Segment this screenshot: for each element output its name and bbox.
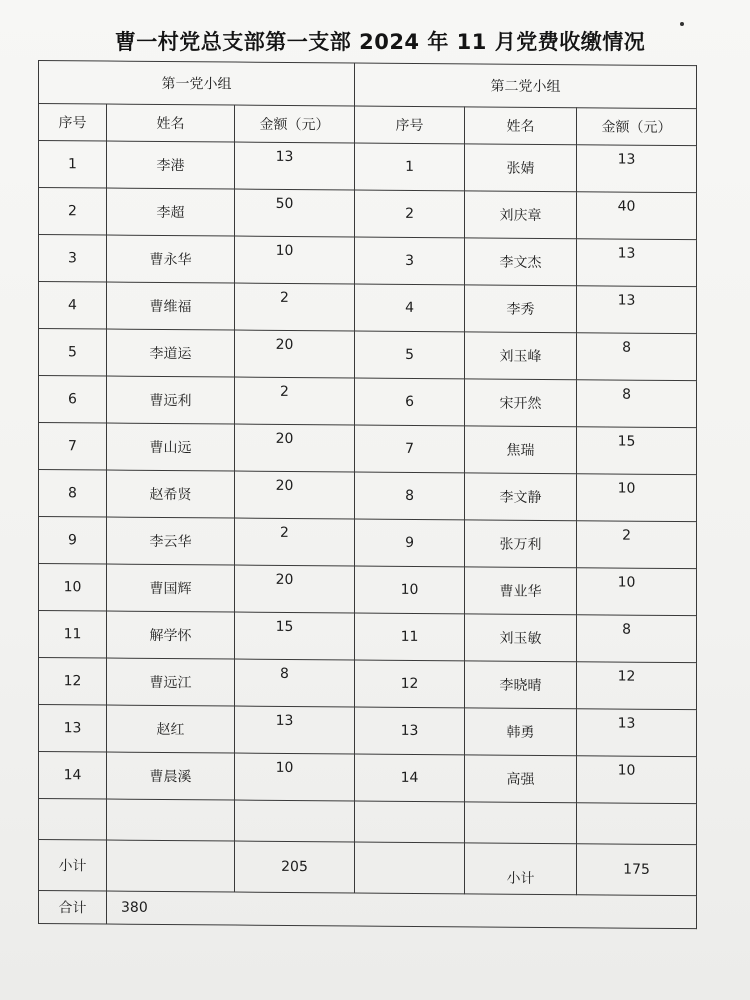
table-row xyxy=(39,282,697,334)
empty-row xyxy=(39,799,697,845)
group2-name: 第二党小组 xyxy=(355,63,697,109)
header-no-2: 序号 xyxy=(355,106,465,144)
table-row xyxy=(39,235,697,287)
member-name: 曹晨溪 xyxy=(107,752,235,800)
member-name: 李晓晴 xyxy=(465,661,577,709)
dues-table xyxy=(38,60,697,929)
empty-cell xyxy=(355,801,465,843)
member-name: 李文静 xyxy=(465,473,577,521)
member-amount: 13 xyxy=(577,286,697,334)
member-name: 李秀 xyxy=(465,285,577,333)
member-name: 曹业华 xyxy=(465,567,577,615)
member-no: 14 xyxy=(39,752,107,800)
total-row xyxy=(39,891,697,929)
member-amount: 10 xyxy=(577,568,697,616)
member-name: 刘庆章 xyxy=(465,191,577,239)
empty-cell xyxy=(235,800,355,842)
member-amount: 8 xyxy=(235,659,355,707)
member-name: 李道运 xyxy=(107,329,235,377)
member-name: 李港 xyxy=(107,141,235,189)
member-name: 曹山远 xyxy=(107,423,235,471)
table-row xyxy=(39,329,697,381)
member-no: 12 xyxy=(39,658,107,706)
member-no: 13 xyxy=(355,707,465,755)
member-no: 4 xyxy=(39,282,107,330)
member-amount: 10 xyxy=(235,753,355,801)
empty-cell xyxy=(107,799,235,841)
subtotal-label-1: 小计 xyxy=(39,840,107,892)
header-no-1: 序号 xyxy=(39,104,107,142)
member-no: 10 xyxy=(355,566,465,614)
member-no: 5 xyxy=(39,329,107,377)
member-no: 8 xyxy=(355,472,465,520)
total-value: 380 xyxy=(107,891,697,929)
empty-cell xyxy=(39,799,107,841)
member-amount: 13 xyxy=(235,142,355,190)
empty-cell xyxy=(465,802,577,844)
member-no: 11 xyxy=(39,611,107,659)
document-title: 曹一村党总支部第一支部 2024 年 11 月党费收缴情况 xyxy=(114,30,646,54)
empty-cell xyxy=(577,803,697,845)
table-row xyxy=(39,752,697,804)
member-amount: 10 xyxy=(577,756,697,804)
member-amount: 10 xyxy=(577,474,697,522)
member-amount: 20 xyxy=(235,330,355,378)
member-amount: 2 xyxy=(235,377,355,425)
subtotal-label-2: 小计 xyxy=(465,843,577,895)
member-amount: 20 xyxy=(235,471,355,519)
member-amount: 40 xyxy=(577,192,697,240)
table-row xyxy=(39,470,697,522)
member-no: 14 xyxy=(355,754,465,802)
member-name: 李文杰 xyxy=(465,238,577,286)
table-row xyxy=(39,376,697,428)
member-name: 刘玉敏 xyxy=(465,614,577,662)
member-amount: 20 xyxy=(235,424,355,472)
header-amount-2: 金额（元） xyxy=(577,108,697,146)
member-amount: 8 xyxy=(577,615,697,663)
header-amount-1: 金额（元） xyxy=(235,105,355,143)
member-name: 曹远利 xyxy=(107,376,235,424)
member-amount: 2 xyxy=(235,518,355,566)
member-no: 3 xyxy=(39,235,107,283)
member-amount: 15 xyxy=(577,427,697,475)
member-no: 2 xyxy=(355,190,465,238)
table-row xyxy=(39,564,697,616)
column-header-row xyxy=(39,104,697,146)
member-name: 张婧 xyxy=(465,144,577,192)
member-amount: 50 xyxy=(235,189,355,237)
member-no: 4 xyxy=(355,284,465,332)
member-no: 13 xyxy=(39,705,107,753)
member-no: 7 xyxy=(39,423,107,471)
table-row xyxy=(39,705,697,757)
table-row xyxy=(39,611,697,663)
group-header-row xyxy=(39,61,697,109)
member-amount: 10 xyxy=(235,236,355,284)
member-name: 曹永华 xyxy=(107,235,235,283)
member-no: 6 xyxy=(355,378,465,426)
member-amount: 13 xyxy=(577,145,697,193)
member-no: 6 xyxy=(39,376,107,424)
member-name: 李云华 xyxy=(107,517,235,565)
subtotal-blank-2 xyxy=(355,842,465,894)
member-no: 5 xyxy=(355,331,465,379)
group1-name: 第一党小组 xyxy=(39,61,355,106)
header-name-2: 姓名 xyxy=(465,107,577,145)
member-no: 12 xyxy=(355,660,465,708)
member-name: 宋开然 xyxy=(465,379,577,427)
total-label: 合计 xyxy=(39,891,107,925)
member-no: 10 xyxy=(39,564,107,612)
member-no: 7 xyxy=(355,425,465,473)
member-name: 解学怀 xyxy=(107,611,235,659)
member-amount: 13 xyxy=(577,239,697,287)
member-no: 3 xyxy=(355,237,465,285)
member-amount: 12 xyxy=(577,662,697,710)
table-row xyxy=(39,517,697,569)
table-row xyxy=(39,188,697,240)
member-name: 高强 xyxy=(465,755,577,803)
member-amount: 2 xyxy=(235,283,355,331)
table-row xyxy=(39,423,697,475)
member-name: 刘玉峰 xyxy=(465,332,577,380)
member-name: 韩勇 xyxy=(465,708,577,756)
member-name: 曹维福 xyxy=(107,282,235,330)
subtotal-value-2: 175 xyxy=(577,844,697,896)
member-amount: 8 xyxy=(577,380,697,428)
table-row xyxy=(39,141,697,193)
member-no: 1 xyxy=(39,141,107,189)
member-amount: 13 xyxy=(577,709,697,757)
member-amount: 15 xyxy=(235,612,355,660)
subtotal-blank-1 xyxy=(107,840,235,892)
table-row xyxy=(39,658,697,710)
member-no: 9 xyxy=(39,517,107,565)
member-no: 2 xyxy=(39,188,107,236)
member-no: 8 xyxy=(39,470,107,518)
member-amount: 20 xyxy=(235,565,355,613)
member-name: 焦瑞 xyxy=(465,426,577,474)
member-no: 11 xyxy=(355,613,465,661)
member-name: 张万利 xyxy=(465,520,577,568)
member-no: 1 xyxy=(355,143,465,191)
member-name: 曹远江 xyxy=(107,658,235,706)
member-no: 9 xyxy=(355,519,465,567)
member-amount: 13 xyxy=(235,706,355,754)
subtotal-value-1: 205 xyxy=(235,841,355,893)
member-name: 李超 xyxy=(107,188,235,236)
member-name: 赵希贤 xyxy=(107,470,235,518)
member-amount: 8 xyxy=(577,333,697,381)
header-name-1: 姓名 xyxy=(107,104,235,142)
member-name: 曹国辉 xyxy=(107,564,235,612)
subtotal-row xyxy=(39,840,697,896)
member-amount: 2 xyxy=(577,521,697,569)
member-name: 赵红 xyxy=(107,705,235,753)
